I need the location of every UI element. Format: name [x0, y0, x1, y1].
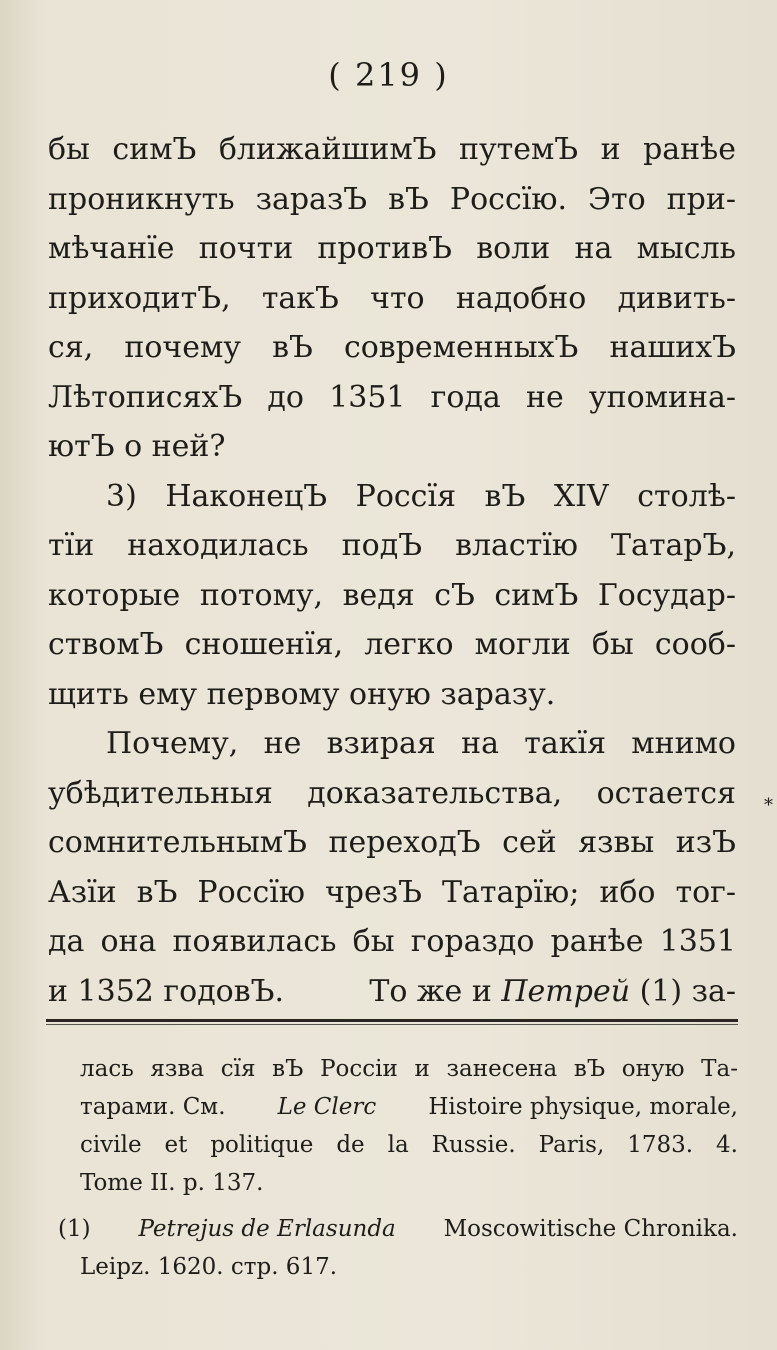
- line-text: мѣчанїе почти противЪ воли на мысль: [48, 231, 736, 266]
- text-line: [48, 917, 736, 967]
- line-text: Азїи вЪ Россїю чрезЪ Татарїю; ибо тог-: [48, 874, 736, 910]
- main-text: [48, 125, 736, 1016]
- text-line: [48, 175, 736, 225]
- footnote-line: [80, 1164, 738, 1202]
- footnote-text: Histoire physique, morale,: [428, 1094, 738, 1120]
- line-text: ся, почему вЪ современныхЪ нашихЪ: [48, 330, 736, 365]
- line-text-end: [369, 967, 736, 1017]
- text-line: [48, 967, 736, 1017]
- footnote-line: [80, 1126, 738, 1164]
- page-number: ( 219 ): [328, 56, 449, 94]
- text-line: [48, 472, 736, 522]
- text-line: [48, 323, 736, 373]
- footnote-line: [80, 1050, 738, 1088]
- footnote-marker: (1): [58, 1216, 91, 1242]
- footnote-text: civile et politique de la Russie. Paris, 1783. 4.: [80, 1132, 738, 1158]
- line-text: ствомЪ сношенїя, легко могли бы сооб-: [48, 627, 736, 662]
- text-line: [48, 818, 736, 868]
- line-text: Почему, не взирая на такїя мнимо: [106, 726, 736, 761]
- footnote-rule: [46, 1019, 738, 1022]
- line-text-part: (1) за-: [639, 973, 736, 1009]
- footnote-text: тарами. См.: [80, 1094, 226, 1120]
- footnote-author: Le Clerc: [277, 1094, 377, 1120]
- line-text: щить ему первому оную заразу.: [48, 676, 556, 712]
- footnote-text: Leipz. 1620. стр. 617.: [80, 1254, 338, 1280]
- line-text: и 1352 годовЪ.: [48, 973, 284, 1009]
- text-line: [48, 521, 736, 571]
- line-text: тїи находилась подЪ властїю ТатарЪ,: [48, 528, 736, 563]
- footnote-line: [80, 1248, 738, 1286]
- footnote-line: [58, 1210, 738, 1248]
- text-line: [48, 274, 736, 324]
- author-name: Петрей: [501, 973, 631, 1009]
- line-text: ютЪ о ней?: [48, 429, 226, 464]
- line-text: бы симЪ ближайшимЪ путемЪ и ранѣе: [48, 132, 736, 167]
- footnote-title: Moscowitische Chronika.: [443, 1216, 738, 1242]
- line-text: которые потому, ведя сЪ симЪ Государ-: [48, 577, 736, 613]
- footnotes: [58, 1050, 738, 1286]
- footnote-text: Tome II. p. 137.: [80, 1170, 264, 1196]
- text-line: [48, 224, 736, 274]
- footnote-line: [80, 1088, 738, 1126]
- text-line: [48, 422, 736, 472]
- line-text-part: То же и: [369, 973, 492, 1009]
- margin-star: *: [764, 795, 773, 816]
- line-text: ЛѣтописяхЪ до 1351 года не упомина-: [48, 379, 736, 415]
- line-text: 3) НаконецЪ Россїя вЪ XIV столѣ-: [106, 478, 736, 514]
- line-text: сомнительнымЪ переходЪ сей язвы изЪ: [48, 825, 736, 860]
- footnote-author: Petrejus de Erlasunda: [138, 1216, 396, 1242]
- text-line: [48, 719, 736, 769]
- text-line: [48, 868, 736, 918]
- line-text: приходитЪ, такЪ что надобно дивить-: [48, 280, 736, 316]
- footnote-rule-thin: [46, 1024, 738, 1025]
- line-text: убѣдительныя доказательства, остается: [48, 775, 736, 811]
- text-line: [48, 769, 736, 819]
- footnote-1: [58, 1210, 738, 1286]
- text-line: [48, 571, 736, 621]
- text-line: [48, 620, 736, 670]
- footnote-text: лась язва сїя вЪ Россiи и занесена вЪ оную Та-: [80, 1056, 738, 1082]
- text-line: [48, 373, 736, 423]
- line-text: проникнуть заразЪ вЪ Россїю. Это при-: [48, 181, 736, 217]
- line-text: да она появилась бы гораздо ранѣе 1351: [48, 924, 736, 959]
- text-line: [48, 670, 736, 720]
- text-line: [48, 125, 736, 175]
